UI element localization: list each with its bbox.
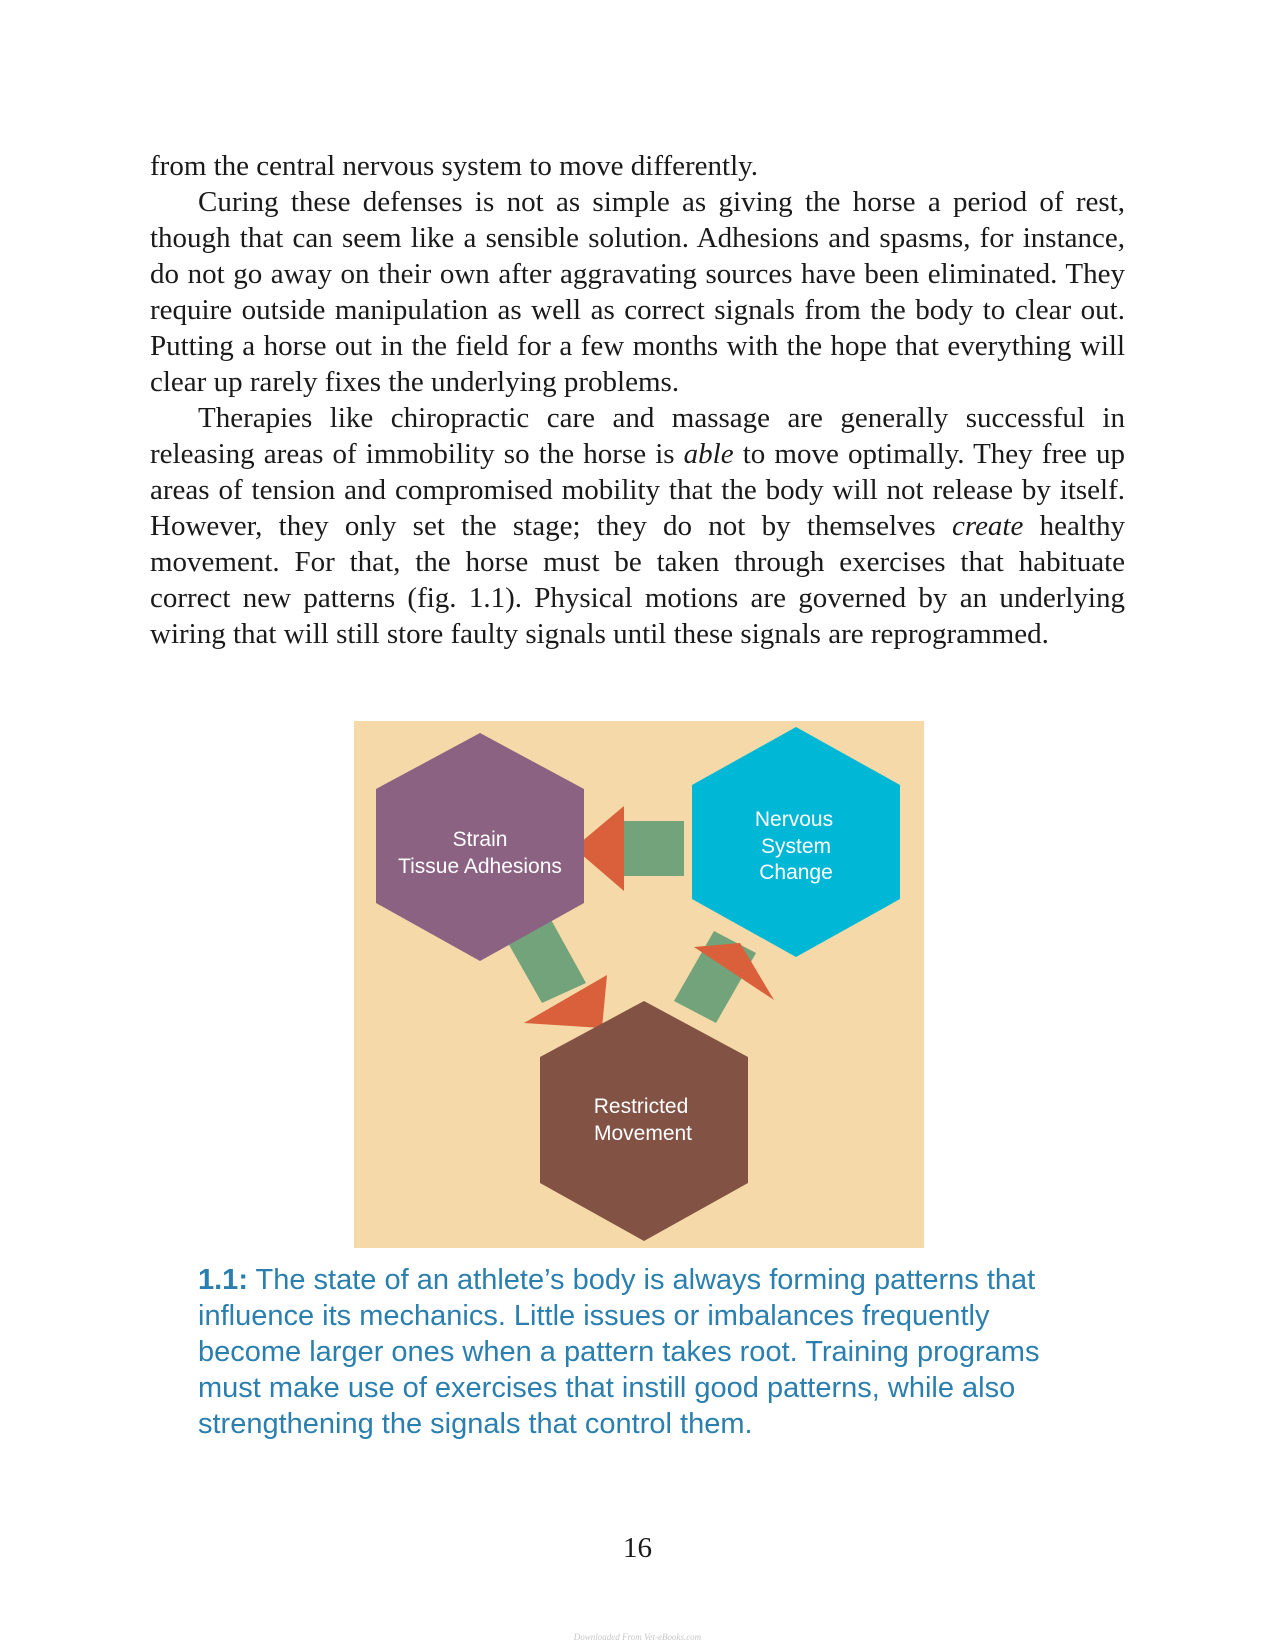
nervous-label-line-3: Change [759, 861, 833, 884]
nervous-label-line-2: System [760, 835, 832, 858]
paragraph-3-part-c: healthy movement. For that, the horse must be taken through exercises that habituate correct new patterns (fig. 1.1). Physical motions are governed by an underlying wiring that will still store faulty signals until these signals are reprogrammed. [150, 510, 1126, 650]
figure-1-1 [354, 721, 924, 1248]
restricted-label-line-1: Restricted [593, 1095, 689, 1118]
paragraph-3-part-a: Therapies like chiropractic care and massage are generally successful in releasing areas of immobility so the horse is [150, 402, 1125, 470]
figure-caption [198, 1262, 1098, 1442]
body-text [150, 148, 1125, 652]
footer-watermark: Downloaded From Vet-eBooks.com [573, 1632, 702, 1642]
caption-text: The state of an athlete’s body is always forming patterns that influence its mechanics. Little issues or imbalances frequently become larger ones when a pattern takes root. Training programs must make use of exercises that instill good patterns, while also strengthening the signals that control them. [198, 1264, 1040, 1440]
restricted-label-line-2: Movement [593, 1122, 693, 1145]
strain-label-line-1: Strain [452, 828, 508, 851]
paragraph-3 [150, 400, 1125, 652]
caption-label: 1.1: [198, 1264, 248, 1296]
cycle-diagram [354, 721, 924, 1248]
paragraph-2: Curing these defenses is not as simple as giving the horse a period of rest, though that can seem like a sensible solution. Adhesions and spasms, for instance, do not go away on their own after aggravating sources have been eliminated. They require outside manipulation as well as correct signals from the body to clear out. Putting a horse out in the field for a few months with the hope that everything will clear up rarely fixes the underlying problems. [150, 186, 1125, 398]
paragraph-3-part-b: to move optimally. They free up areas of tension and compromised mobility that the body will not release by itself. However, they only set the stage; they do not by themselves [150, 438, 1125, 542]
emphasis-create: create [951, 510, 1024, 542]
emphasis-able: able [683, 438, 734, 470]
paragraph-1: from the central nervous system to move differently. [150, 150, 759, 182]
strain-label-line-2: Tissue Adhesions [398, 855, 562, 878]
nervous-label-line-1: Nervous [754, 808, 834, 831]
page-number: 16 [623, 1532, 652, 1564]
